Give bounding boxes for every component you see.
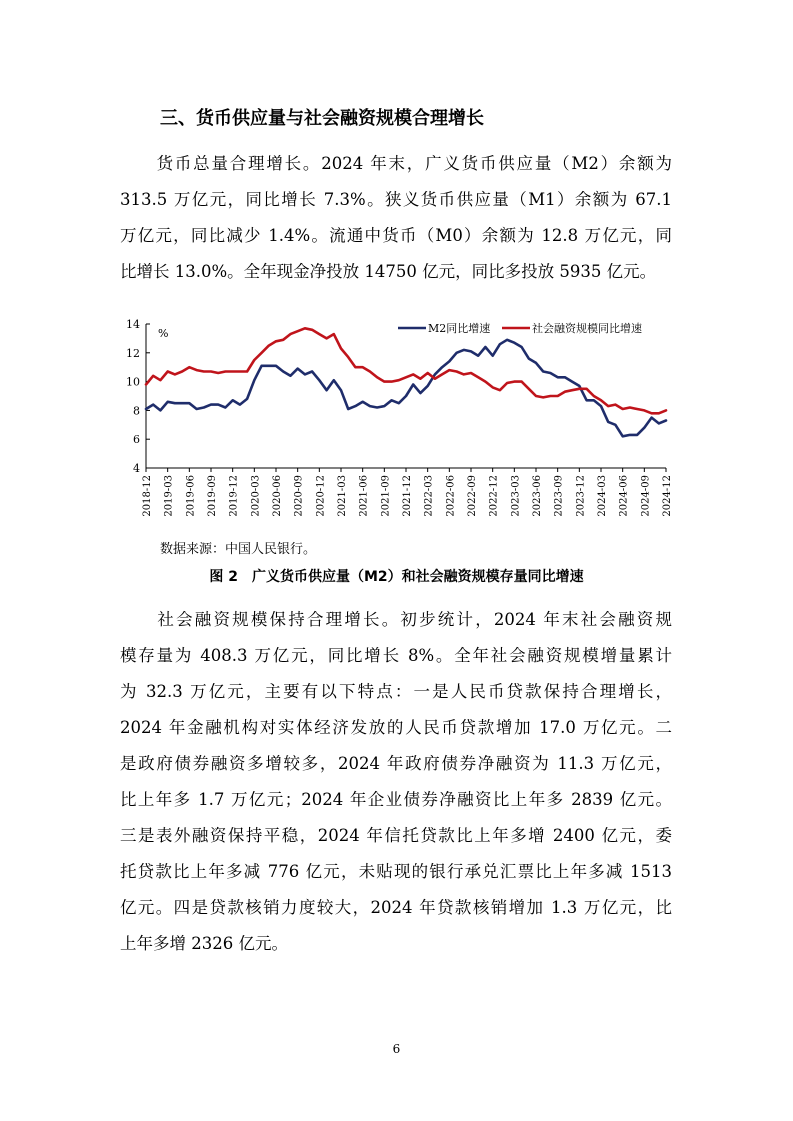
paragraph-line: 2024 年金融机构对实体经济发放的人民币贷款增加 17.0 万亿元。二 — [120, 718, 672, 737]
y-tick-label: 14 — [126, 318, 140, 331]
paragraph-line: 比增长 13.0%。全年现金净投放 14750 亿元，同比多投放 5935 亿元。 — [120, 262, 657, 281]
paragraph-line: 亿元。四是贷款核销力度较大，2024 年贷款核销增加 1.3 万亿元，比 — [120, 898, 672, 917]
y-tick-label: 4 — [133, 462, 140, 475]
x-tick-label: 2022-03 — [423, 475, 435, 517]
y-tick-label: 12 — [126, 346, 140, 360]
paragraph-line: 比上年多 1.7 万亿元；2024 年企业债券净融资比上年多 2839 亿元。 — [120, 790, 672, 809]
y-axis-unit-label: % — [158, 327, 169, 340]
x-tick-label: 2023-09 — [553, 475, 565, 517]
chart-legend — [398, 321, 642, 335]
x-tick-label: 2020-09 — [293, 475, 305, 517]
x-tick-label: 2024-12 — [662, 475, 673, 517]
x-tick-label: 2020-12 — [315, 475, 327, 517]
page-number: 6 — [392, 1042, 401, 1056]
legend-label-social-financing: 社会融资规模同比增速 — [532, 322, 642, 335]
x-tick-label: 2021-03 — [337, 475, 348, 517]
paragraph-line: 是政府债券融资多增较多，2024 年政府债券净融资为 11.3 万亿元， — [120, 754, 672, 773]
paragraph-line: 上年多增 2326 亿元。 — [120, 934, 288, 953]
x-tick-label: 2022-09 — [467, 475, 478, 517]
chart-series-lines — [146, 328, 666, 436]
x-tick-label: 2019-06 — [185, 475, 197, 517]
x-tick-label: 2024-06 — [618, 475, 630, 517]
legend-label-m2: M2同比增速 — [428, 322, 491, 335]
x-tick-label: 2020-03 — [250, 475, 262, 517]
x-tick-label: 2019-12 — [228, 475, 240, 517]
chart-axes — [126, 318, 673, 517]
x-tick-label: 2021-06 — [358, 475, 370, 517]
paragraph-line: 托贷款比上年多减 776 亿元，未贴现的银行承兑汇票比上年多减 1513 — [120, 862, 672, 881]
x-tick-label: 2024-09 — [640, 475, 652, 517]
section-heading: 三、货币供应量与社会融资规模合理增长 — [160, 108, 484, 129]
x-tick-label: 2022-12 — [488, 475, 500, 517]
x-tick-label: 2022-06 — [445, 475, 457, 517]
x-tick-label: 2019-03 — [163, 475, 175, 517]
y-tick-label: 6 — [133, 433, 140, 447]
paragraph-line: 为 32.3 万亿元，主要有以下特点：一是人民币贷款保持合理增长， — [120, 682, 672, 701]
paragraph-line: 模存量为 408.3 万亿元，同比增长 8%。全年社会融资规模增量累计 — [120, 646, 672, 665]
paragraph-money-supply — [120, 146, 672, 290]
data-source-note: 数据来源：中国人民银行。 — [160, 542, 317, 557]
paragraph-line: 万亿元，同比减少 1.4%。流通中货币（M0）余额为 12.8 万亿元，同 — [120, 226, 672, 245]
x-tick-label: 2024-03 — [597, 475, 608, 517]
paragraph-line: 社会融资规模保持合理增长。初步统计，2024 年末社会融资规 — [120, 610, 672, 629]
x-tick-label: 2021-09 — [380, 475, 392, 517]
series-line-m2 — [146, 340, 666, 437]
x-tick-label: 2018-12 — [142, 475, 153, 517]
x-tick-label: 2023-12 — [575, 475, 587, 517]
paragraph-social-financing — [120, 602, 672, 962]
paragraph-line: 三是表外融资保持平稳，2024 年信托贷款比上年多增 2400 亿元，委 — [120, 826, 672, 845]
x-tick-label: 2023-06 — [532, 475, 543, 517]
x-tick-label: 2020-06 — [272, 475, 283, 517]
y-tick-label: 10 — [126, 375, 140, 389]
paragraph-line: 313.5 万亿元，同比增长 7.3%。狭义货币供应量（M1）余额为 67.1 — [120, 190, 672, 209]
x-tick-label: 2021-12 — [402, 475, 413, 517]
x-tick-label: 2019-09 — [207, 475, 218, 517]
y-tick-label: 8 — [133, 404, 140, 418]
x-tick-label: 2023-03 — [510, 475, 522, 517]
figure-caption: 图 2 广义货币供应量（M2）和社会融资规模存量同比增速 — [209, 569, 584, 585]
growth-line-chart — [120, 314, 680, 539]
paragraph-line: 货币总量合理增长。2024 年末，广义货币供应量（M2）余额为 — [120, 154, 672, 173]
